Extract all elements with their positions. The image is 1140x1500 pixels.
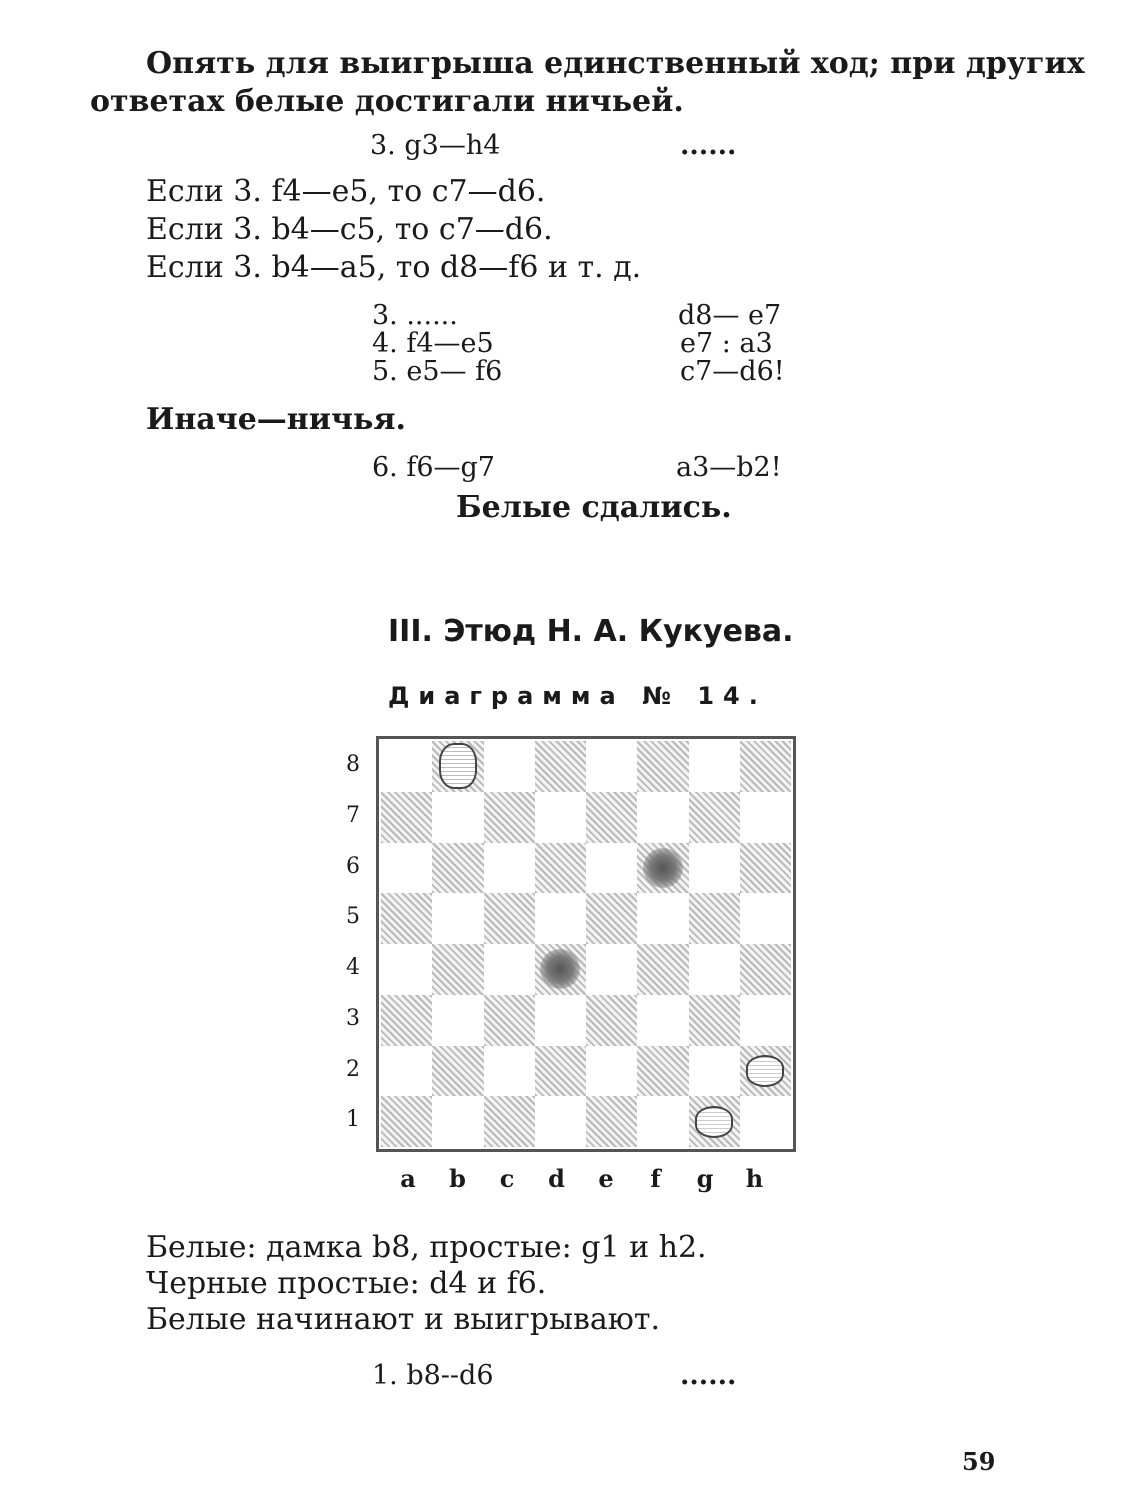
square-a7[interactable]: [381, 792, 432, 843]
file-label-b: b: [449, 1164, 466, 1193]
square-c1[interactable]: [484, 1096, 535, 1147]
square-d5[interactable]: [535, 893, 586, 944]
square-g7[interactable]: [689, 792, 740, 843]
square-a6[interactable]: [381, 843, 432, 894]
position-white: Белые: дамка b8, простые: g1 и h2.: [146, 1230, 707, 1265]
square-d4[interactable]: [535, 944, 586, 995]
square-f3[interactable]: [637, 995, 688, 1046]
square-h1[interactable]: [740, 1096, 791, 1147]
square-e8[interactable]: [586, 741, 637, 792]
diagram-label: Диаграмма № 14.: [388, 682, 767, 710]
move-1-black: ......: [680, 1360, 737, 1391]
square-h5[interactable]: [740, 893, 791, 944]
square-g5[interactable]: [689, 893, 740, 944]
square-e1[interactable]: [586, 1096, 637, 1147]
white-king-b8[interactable]: [439, 743, 477, 789]
square-d8[interactable]: [535, 741, 586, 792]
square-d1[interactable]: [535, 1096, 586, 1147]
square-f5[interactable]: [637, 893, 688, 944]
square-g4[interactable]: [689, 944, 740, 995]
square-h4[interactable]: [740, 944, 791, 995]
square-a1[interactable]: [381, 1096, 432, 1147]
square-e3[interactable]: [586, 995, 637, 1046]
square-c5[interactable]: [484, 893, 535, 944]
square-d6[interactable]: [535, 843, 586, 894]
square-a8[interactable]: [381, 741, 432, 792]
rank-label-7: 7: [346, 802, 360, 828]
move-row-white: 4. f4—e5: [372, 328, 494, 359]
square-g2[interactable]: [689, 1046, 740, 1097]
variation-2: Если 3. b4—c5, то c7—d6.: [146, 212, 553, 247]
square-d2[interactable]: [535, 1046, 586, 1097]
square-e6[interactable]: [586, 843, 637, 894]
move-3-white: 3. g3—h4: [370, 130, 501, 161]
checkers-board: [376, 736, 796, 1152]
square-e7[interactable]: [586, 792, 637, 843]
square-h3[interactable]: [740, 995, 791, 1046]
square-f8[interactable]: [637, 741, 688, 792]
move-3-black: ......: [680, 130, 737, 161]
move-row-black: e7 : a3: [680, 328, 773, 359]
page-number: 59: [962, 1447, 996, 1476]
square-h8[interactable]: [740, 741, 791, 792]
black-man-d4[interactable]: [540, 949, 580, 989]
square-a4[interactable]: [381, 944, 432, 995]
square-f4[interactable]: [637, 944, 688, 995]
square-f1[interactable]: [637, 1096, 688, 1147]
move-6-white: 6. f6—g7: [372, 452, 495, 483]
square-f7[interactable]: [637, 792, 688, 843]
board-grid: [381, 741, 791, 1147]
move-1-white: 1. b8--d6: [372, 1360, 494, 1391]
rank-label-1: 1: [346, 1107, 360, 1133]
variation-3: Если 3. b4—a5, то d8—f6 и т. д.: [146, 250, 642, 285]
square-h7[interactable]: [740, 792, 791, 843]
move-6-black: a3—b2!: [676, 452, 782, 483]
move-row-white: 5. e5— f6: [372, 356, 503, 387]
square-b6[interactable]: [432, 843, 483, 894]
square-f2[interactable]: [637, 1046, 688, 1097]
variation-1: Если 3. f4—e5, то c7—d6.: [146, 174, 546, 209]
square-c4[interactable]: [484, 944, 535, 995]
square-b7[interactable]: [432, 792, 483, 843]
square-d3[interactable]: [535, 995, 586, 1046]
square-g1[interactable]: [689, 1096, 740, 1147]
file-label-a: a: [400, 1164, 416, 1193]
intro-line-1: Опять для выигрыша единственный ход; при других: [146, 46, 1085, 81]
black-man-f6[interactable]: [643, 848, 683, 888]
file-label-c: c: [499, 1164, 515, 1193]
white-man-g1[interactable]: [695, 1106, 733, 1138]
square-b5[interactable]: [432, 893, 483, 944]
position-black: Черные простые: d4 и f6.: [146, 1266, 547, 1301]
intro-line-2: ответах белые достигали ничьей.: [90, 84, 684, 119]
square-c2[interactable]: [484, 1046, 535, 1097]
square-a2[interactable]: [381, 1046, 432, 1097]
section-title: III. Этюд Н. А. Кукуева.: [388, 614, 794, 649]
square-b1[interactable]: [432, 1096, 483, 1147]
square-f6[interactable]: [637, 843, 688, 894]
move-row-white: 3. ......: [372, 300, 458, 331]
square-d7[interactable]: [535, 792, 586, 843]
square-c7[interactable]: [484, 792, 535, 843]
square-c3[interactable]: [484, 995, 535, 1046]
square-h2[interactable]: [740, 1046, 791, 1097]
rank-label-4: 4: [346, 955, 360, 980]
resignation: Белые сдались.: [456, 490, 732, 525]
square-g3[interactable]: [689, 995, 740, 1046]
square-g6[interactable]: [689, 843, 740, 894]
rank-label-5: 5: [346, 904, 360, 930]
position-task: Белые начинают и выигрывают.: [146, 1302, 660, 1337]
square-b8[interactable]: [432, 741, 483, 792]
move-row-black: c7—d6!: [680, 356, 785, 387]
square-a3[interactable]: [381, 995, 432, 1046]
file-label-f: f: [650, 1164, 661, 1193]
square-g8[interactable]: [689, 741, 740, 792]
square-e5[interactable]: [586, 893, 637, 944]
rank-label-6: 6: [346, 853, 360, 879]
square-c8[interactable]: [484, 741, 535, 792]
file-label-e: e: [598, 1164, 614, 1193]
square-b2[interactable]: [432, 1046, 483, 1097]
file-label-h: h: [745, 1164, 764, 1193]
square-a5[interactable]: [381, 893, 432, 944]
rank-label-8: 8: [346, 752, 360, 777]
square-e2[interactable]: [586, 1046, 637, 1097]
square-e4[interactable]: [586, 944, 637, 995]
white-man-h2[interactable]: [746, 1055, 784, 1087]
move-row-black: d8— e7: [678, 300, 782, 331]
square-c6[interactable]: [484, 843, 535, 894]
file-label-d: d: [548, 1164, 565, 1193]
file-label-g: g: [696, 1164, 714, 1193]
square-b4[interactable]: [432, 944, 483, 995]
otherwise-note: Иначе—ничья.: [146, 402, 406, 437]
rank-label-2: 2: [346, 1056, 360, 1082]
square-b3[interactable]: [432, 995, 483, 1046]
square-h6[interactable]: [740, 843, 791, 894]
rank-label-3: 3: [346, 1005, 360, 1031]
